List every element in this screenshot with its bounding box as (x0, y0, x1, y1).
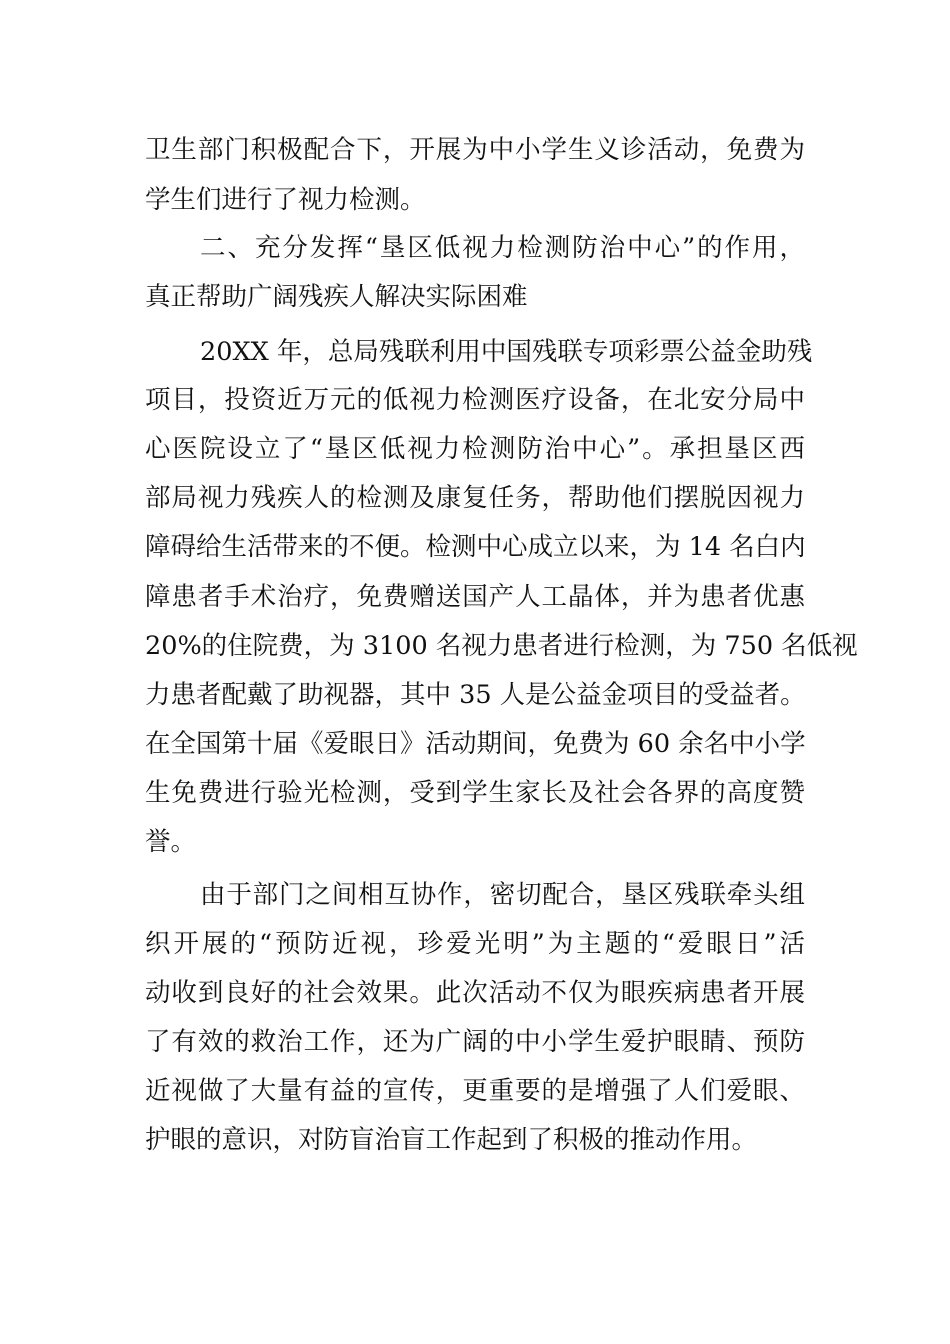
text-line: 20%的住院费，为 3100 名视力患者进行检测，为 750 名低视 (145, 631, 858, 661)
text-line: 20XX 年，总局残联利用中国残联专项彩票公益金助残 (200, 337, 813, 367)
text-line: 动收到良好的社会效果。此次活动不仅为眼疾病患者开展 (145, 978, 805, 1008)
section-heading-line: 二、充分发挥“垦区低视力检测防治中心”的作用， (200, 233, 805, 263)
text-line: 在全国第十届《爱眼日》活动期间，免费为 60 余名中小学 (145, 729, 806, 759)
text-line: 织开展的“预防近视，珍爱光明”为主题的“爱眼日”活 (145, 929, 805, 959)
section-heading-line: 真正帮助广阔残疾人解决实际困难 (145, 282, 528, 312)
text-line: 生免费进行验光检测，受到学生家长及社会各界的高度赞 (145, 778, 805, 808)
text-line: 近视做了大量有益的宣传，更重要的是增强了人们爱眼、 (145, 1076, 805, 1106)
text-line: 心医院设立了“垦区低视力检测防治中心”。承担垦区西 (145, 434, 805, 464)
text-line: 誉。 (145, 827, 197, 857)
text-line: 由于部门之间相互协作，密切配合，垦区残联牵头组 (200, 880, 805, 910)
text-line: 卫生部门积极配合下，开展为中小学生义诊活动，免费为 (145, 135, 805, 165)
text-line: 了有效的救治工作，还为广阔的中小学生爱护眼睛、预防 (145, 1027, 805, 1057)
text-line: 学生们进行了视力检测。 (145, 185, 426, 215)
text-line: 护眼的意识，对防盲治盲工作起到了积极的推动作用。 (145, 1125, 758, 1155)
text-line: 力患者配戴了助视器，其中 35 人是公益金项目的受益者。 (145, 680, 806, 710)
text-line: 障碍给生活带来的不便。检测中心成立以来，为 14 名白内 (145, 532, 806, 562)
text-line: 项目，投资近万元的低视力检测医疗设备，在北安分局中 (145, 385, 805, 415)
text-line: 障患者手术治疗，免费赠送国产人工晶体，并为患者优惠 (145, 582, 805, 612)
text-line: 部局视力残疾人的检测及康复任务，帮助他们摆脱因视力 (145, 483, 805, 513)
